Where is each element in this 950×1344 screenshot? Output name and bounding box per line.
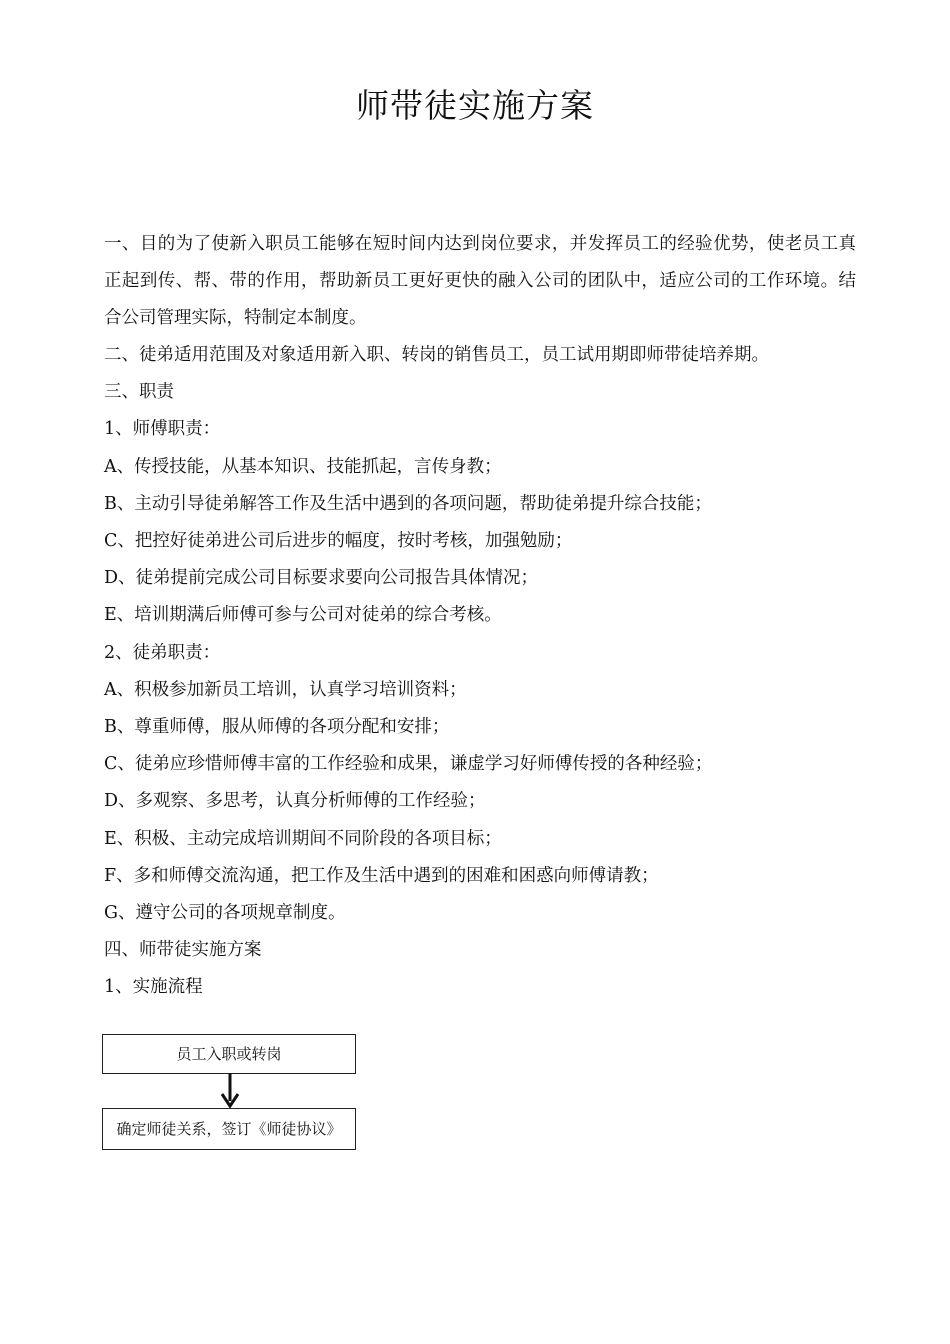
- master-duty-c: C、把控好徒弟进公司后进步的幅度，按时考核，加强勉励；: [104, 531, 573, 552]
- apprentice-duty-a: A、积极参加新员工培训，认真学习培训资料；: [104, 679, 467, 700]
- master-duty-e: E、培训期满后师傅可参与公司对徒弟的综合考核。: [104, 605, 502, 626]
- section-heading-implementation: 四、师带徒实施方案: [104, 940, 262, 961]
- master-duty-b: B、主动引导徒弟解答工作及生活中遇到的各项问题，帮助徒弟提升综合技能；: [104, 493, 712, 514]
- section-scope: 二、徒弟适用范围及对象适用新入职、转岗的销售员工，员工试用期即师带徒培养期。: [104, 345, 769, 365]
- flow-step-sign-agreement: 确定师徒关系，签订《师徒协议》: [102, 1108, 356, 1150]
- apprentice-duty-c: C、徒弟应珍惜师傅丰富的工作经验和成果，谦虚学习好师傅传授的各种经验；: [104, 754, 713, 775]
- subsection-apprentice-duties: 2、徒弟职责：: [104, 642, 221, 663]
- apprentice-duty-d: D、多观察、多思考，认真分析师傅的工作经验；: [104, 791, 486, 812]
- master-duty-a: A、传授技能，从基本知识、技能抓起，言传身教；: [104, 456, 502, 477]
- document-title: 师带徒实施方案: [356, 86, 594, 125]
- master-duty-d: D、徒弟提前完成公司目标要求要向公司报告具体情况；: [104, 568, 539, 589]
- section-heading-duties: 三、职责: [104, 382, 174, 403]
- apprentice-duty-g: G、遵守公司的各项规章制度。: [104, 903, 346, 924]
- apprentice-duty-e: E、积极、主动完成培训期间不同阶段的各项目标；: [104, 828, 502, 849]
- apprentice-duty-b: B、尊重师傅，服从师傅的各项分配和安排；: [104, 717, 450, 738]
- intro-paragraph: 一、目的为了使新入职员工能够在短时间内达到岗位要求，并发挥员工的经验优势，使老员工真正起到传、帮、带的作用，帮助新员工更好更快的融入公司的团队中，适应公司的工作环境。结合公司管理实际，特制定本制度。: [104, 234, 856, 328]
- document-body: [104, 226, 856, 1007]
- flow-step-onboarding: 员工入职或转岗: [102, 1034, 356, 1074]
- subsection-master-duties: 1、师傅职责：: [104, 419, 221, 440]
- arrow-down-icon: [218, 1073, 242, 1109]
- process-flowchart: [102, 1034, 358, 1154]
- apprentice-duty-f: F、多和师傅交流沟通，把工作及生活中遇到的困难和困惑向师傅请教；: [104, 865, 659, 886]
- subsection-process: 1、实施流程: [104, 977, 203, 998]
